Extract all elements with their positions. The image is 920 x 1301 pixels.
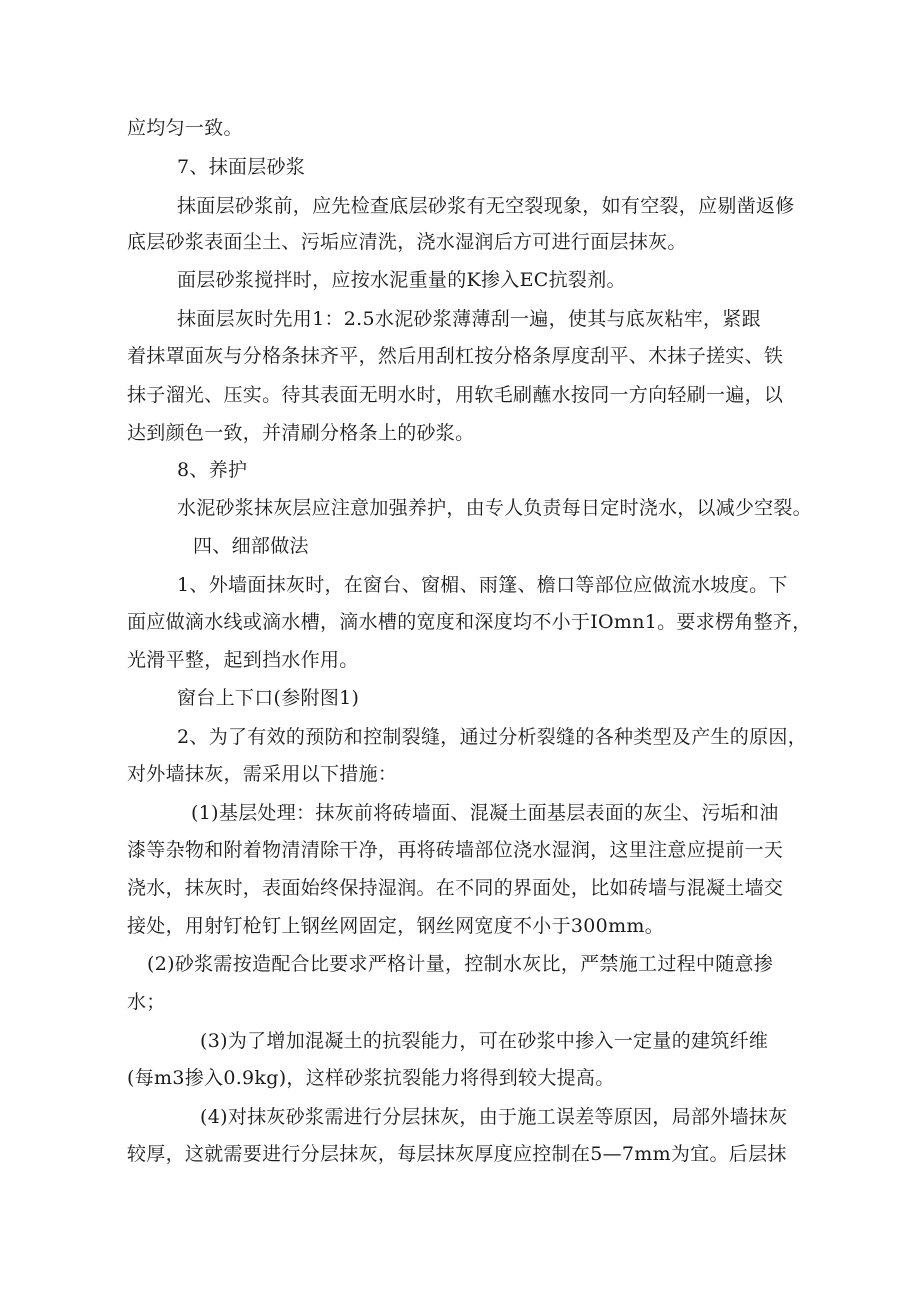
paragraph-line: 水泥砂浆抹灰层应注意加强养护，由专人负责每日定时浇水，以减少空裂。 [177, 497, 812, 519]
paragraph-line: 抹面层灰时先用1：2.5水泥砂浆薄薄刮一遍，使其与底灰粘牢，紧跟 [177, 308, 761, 330]
paragraph-line: 漆等杂物和附着物清清除干净，再将砖墙部位浇水湿润，这里注意应提前一天 [127, 839, 784, 861]
section-heading: 四、细部做法 [193, 535, 309, 557]
paragraph-line: 应均匀一致。 [127, 117, 243, 139]
paragraph-line: 面层砂浆搅拌时，应按水泥重量的K掺入EC抗裂剂。 [177, 269, 626, 291]
paragraph-line: 对外墙抹灰，需采用以下措施： [127, 763, 398, 785]
section-heading: 7、抹面层砂浆 [177, 156, 306, 178]
paragraph-line: 面应做滴水线或滴水槽，滴水槽的宽度和深度均不小于IOmn1。要求楞角整齐， [127, 611, 812, 633]
paragraph-line: (2)砂浆需按造配合比要求严格计量，控制水灰比，严禁施工过程中随意掺 [147, 953, 774, 975]
paragraph-line: 窗台上下口(参附图1) [177, 687, 360, 709]
paragraph-line: 接处，用射钉枪钉上钢丝网固定，钢丝网宽度不小于300mm。 [127, 915, 664, 937]
paragraph-line: (每m3掺入0.9kg)，这样砂浆抗裂能力将得到较大提高。 [127, 1067, 615, 1089]
paragraph-line: 较厚，这就需要进行分层抹灰，每层抹灰厚度应控制在5—7mm为宜。后层抹 [127, 1143, 787, 1165]
paragraph-line: (4)对抹灰砂浆需进行分层抹灰，由于施工误差等原因，局部外墙抹灰 [200, 1106, 788, 1128]
paragraph-line: 1、外墙面抹灰时，在窗台、窗楣、雨篷、檐口等部位应做流水坡度。下 [177, 574, 788, 596]
paragraph-line: 光滑平整，起到挡水作用。 [127, 649, 359, 671]
paragraph-line: (1)基层处理：抹灰前将砖墙面、混凝土面基层表面的灰尘、污垢和油 [191, 802, 779, 824]
section-heading: 8、养护 [177, 459, 248, 481]
paragraph-line: 底层砂浆表面尘土、污垢应清洗，浇水湿润后方可进行面层抹灰。 [127, 231, 687, 253]
paragraph-line: 浇水，抹灰时，表面始终保持湿润。在不同的界面处，比如砖墙与混凝土墙交 [127, 877, 784, 899]
paragraph-line: 水； [127, 991, 166, 1013]
paragraph-line: 2、为了有效的预防和控制裂缝，通过分析裂缝的各种类型及产生的原因， [177, 726, 807, 748]
paragraph-line: 抹面层砂浆前，应先检查底层砂浆有无空裂现象，如有空裂，应剔凿返修 [177, 195, 795, 217]
paragraph-line: (3)为了增加混凝土的抗裂能力，可在砂浆中掺入一定量的建筑纤维 [200, 1030, 769, 1052]
paragraph-line: 抹子溜光、压实。待其表面无明水时，用软毛刷蘸水按同一方向轻刷一遍，以 [127, 384, 784, 406]
paragraph-line: 达到颜色一致，并清刷分格条上的砂浆。 [127, 422, 475, 444]
paragraph-line: 着抹罩面灰与分格条抹齐平，然后用刮杠按分格条厚度刮平、木抹子搓实、铁 [127, 345, 784, 367]
